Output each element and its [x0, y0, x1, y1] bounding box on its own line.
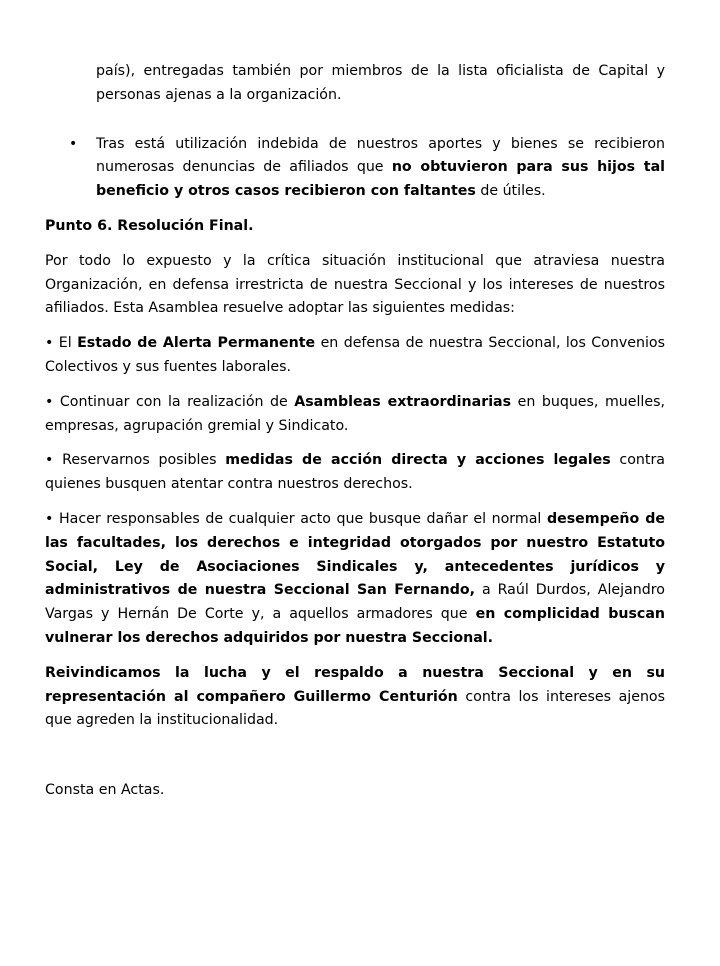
footer-note: Consta en Actas.	[45, 782, 165, 799]
closing-paragraph: Reivindicamos la lucha y el respaldo a nuestra Seccional y en su representación al compañero Guillermo Centurión contra los intereses ajenos que agreden la institucionalidad.	[45, 664, 666, 729]
bullet-text: Tras está utilización indebida de nuestros aportes y bienes se recibieron numerosas denuncias de afiliados que no obtuvieron para sus hijos tal beneficio y otros casos recibieron con faltantes de útiles.	[96, 135, 666, 200]
bullet-marker: •	[69, 135, 78, 152]
intro-paragraph: Por todo lo expuesto y la crítica situación institucional que atraviesa nuestra Organización, en defensa irrestricta de nuestra Seccional y los intereses de nuestros afiliados. Esta Asamblea resuelve adoptar las siguientes medidas:	[45, 252, 665, 317]
document-page	[45, 60, 665, 803]
bullet-bold-text: no obtuvieron para sus hijos tal beneficio y otros casos recibieron con faltantes	[96, 159, 666, 200]
measure-actions: • Reservarnos posibles medidas de acción directa y acciones legales contra quienes busquen atentar contra nuestros derechos.	[45, 452, 665, 493]
measure-assemblies: • Continuar con la realización de Asambleas extraordinarias en buques, muelles, empresas, agrupación gremial y Sindicato.	[45, 393, 666, 434]
bullet-list-item	[69, 133, 666, 204]
section-heading: Punto 6. Resolución Final.	[45, 217, 254, 234]
responsibility-paragraph: • Hacer responsables de cualquier acto que busque dañar el normal desempeño de las facultades, los derechos e integridad otorgados por nuestro Estatuto Social, Ley de Asociaciones Sindicales y, antecedentes jurídicos y administrativos de nuestra Seccional San Fernando, a Raúl Durdos, Alejandro Vargas y Hernán De Corte y, a aquellos armadores que en complicidad buscan vulnerar los derechos adquiridos por nuestra Seccional.	[45, 510, 665, 646]
measure-alert: • El Estado de Alerta Permanente en defensa de nuestra Seccional, los Convenios Colectivos y sus fuentes laborales.	[45, 335, 665, 375]
continuation-paragraph: país), entregadas también por miembros de la lista oficialista de Capital y personas ajenas a la organización.	[96, 63, 665, 103]
